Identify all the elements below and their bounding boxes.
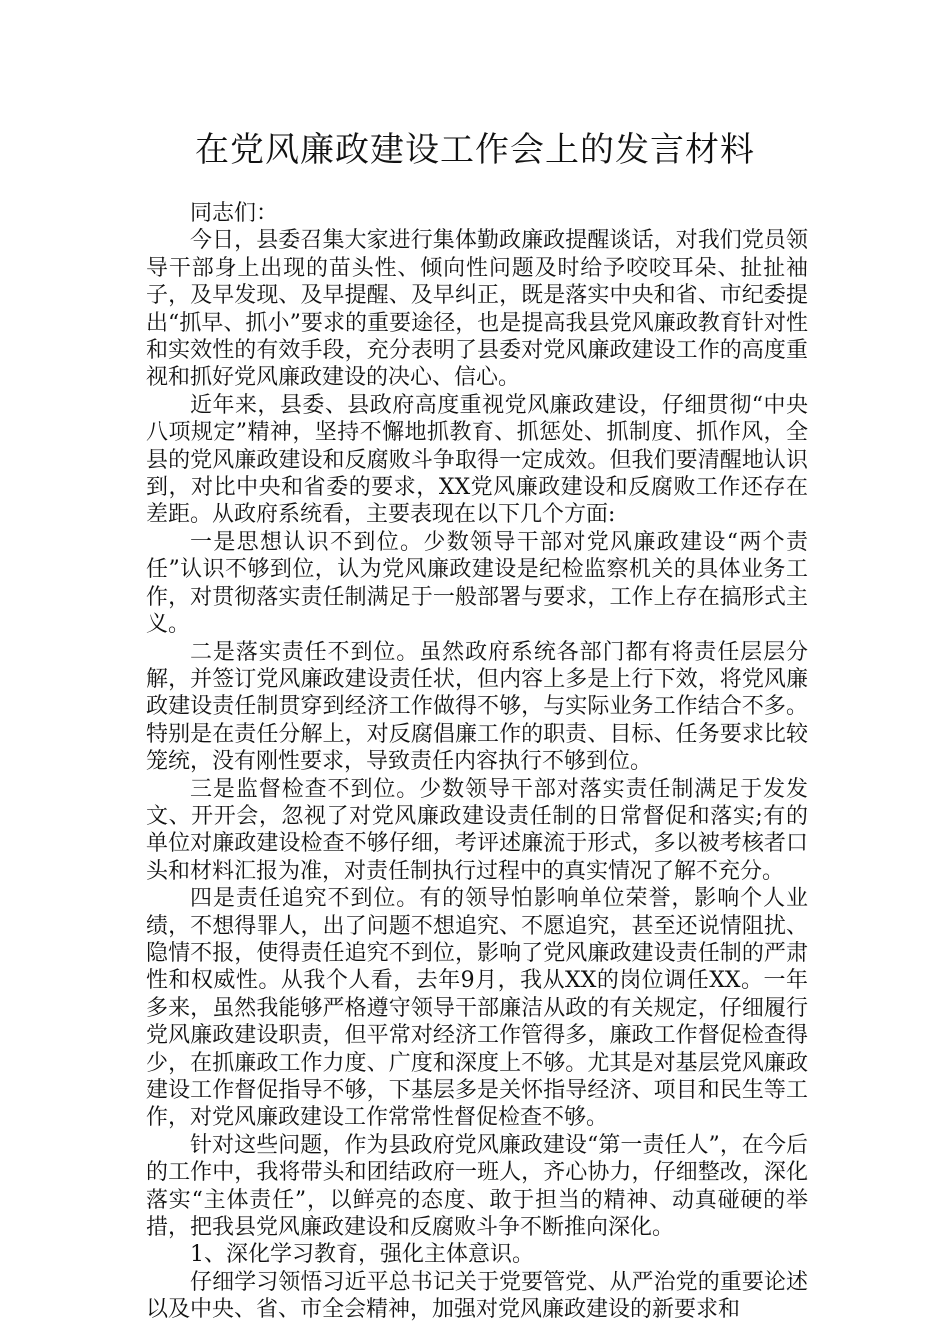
paragraph-commitment: 针对这些问题，作为县政府党风廉政建设“第一责任人”，在今后的工作中，我将带头和团结政府一班人，齐心协力，仔细整改，深化落实“主体责任”，以鲜亮的态度、敢于担当的精神、动真碰硬的举措，把我县党风廉政建设和反腐败斗争不断推向深化。 [146, 1132, 808, 1241]
document-body [146, 200, 808, 1324]
paragraph-background: 近年来，县委、县政府高度重视党风廉政建设，仔细贯彻“中央八项规定”精神，坚持不懈地抓教育、抓惩处、抓制度、抓作风，全县的党风廉政建设和反腐败斗争取得一定成效。但我们要清醒地认识到，对比中央和省委的要求，XX党风廉政建设和反腐败工作还存在差距。从政府系统看，主要表现在以下几个方面: [146, 392, 808, 528]
section-heading-1: 1、深化学习教育，强化主体意识。 [190, 1242, 534, 1268]
paragraph-opening: 今日，县委召集大家进行集体勤政廉政提醒谈话，对我们党员领导干部身上出现的苗头性、倾向性问题及时给予咬咬耳朵、扯扯袖子，及早发现、及早提醒、及早纠正，既是落实中央和省、市纪委提出“抓早、抓小”要求的重要途径，也是提高我县党风廉政教育针对性和实效性的有效手段，充分表明了县委对党风廉政建设工作的高度重视和抓好党风廉政建设的决心、信心。 [146, 228, 808, 391]
salutation: 同志们： [190, 201, 279, 226]
paragraph-issue-4: 四是责任追究不到位。有的领导怕影响单位荣誉，影响个人业绩，不想得罪人，出了问题不想追究、不愿追究，甚至还说情阻扰、隐情不报，使得责任追究不到位，影响了党风廉政建设责任制的严肃性和权威性。从我个人看，去年9月，我从XX的岗位调任XX。一年多来，虽然我能够严格遵守领导干部廉洁从政的有关规定，仔细履行党风廉政建设职责，但平常对经济工作管得多，廉政工作督促检查得少，在抓廉政工作力度、广度和深度上不够。尤其是对基层党风廉政建设工作督促指导不够，下基层多是关怀指导经济、项目和民生等工作，对党风廉政建设工作常常性督促检查不够。 [146, 886, 808, 1131]
paragraph-issue-3: 三是监督检查不到位。少数领导干部对落实责任制满足于发发文、开开会，忽视了对党风廉政建设责任制的日常督促和落实;有的单位对廉政建设检查不够仔细，考评述廉流于形式，多以被考核者口头和材料汇报为准，对责任制执行过程中的真实情况了解不充分。 [146, 776, 808, 884]
paragraph-issue-1: 一是思想认识不到位。少数领导干部对党风廉政建设“两个责任”认识不够到位，认为党风廉政建设是纪检监察机关的具体业务工作，对贯彻落实责任制满足于一般部署与要求，工作上存在搞形式主义。 [146, 529, 808, 638]
paragraph-issue-2: 二是落实责任不到位。虽然政府系统各部门都有将责任层层分解，并签订党风廉政建设责任状，但内容上多是上行下效，将党风廉政建设责任制贯穿到经济工作做得不够，与实际业务工作结合不多。特别是在责任分解上，对反腐倡廉工作的职责、目标、任务要求比较笼统，没有刚性要求，导致责任内容执行不够到位。 [146, 639, 808, 775]
paragraph-section-1: 仔细学习领悟习近平总书记关于党要管党、从严治党的重要论述以及中央、省、市全会精神，加强对党风廉政建设的新要求和 [146, 1269, 808, 1323]
document-title: 在党风廉政建设工作会上的发言材料 [195, 130, 755, 170]
